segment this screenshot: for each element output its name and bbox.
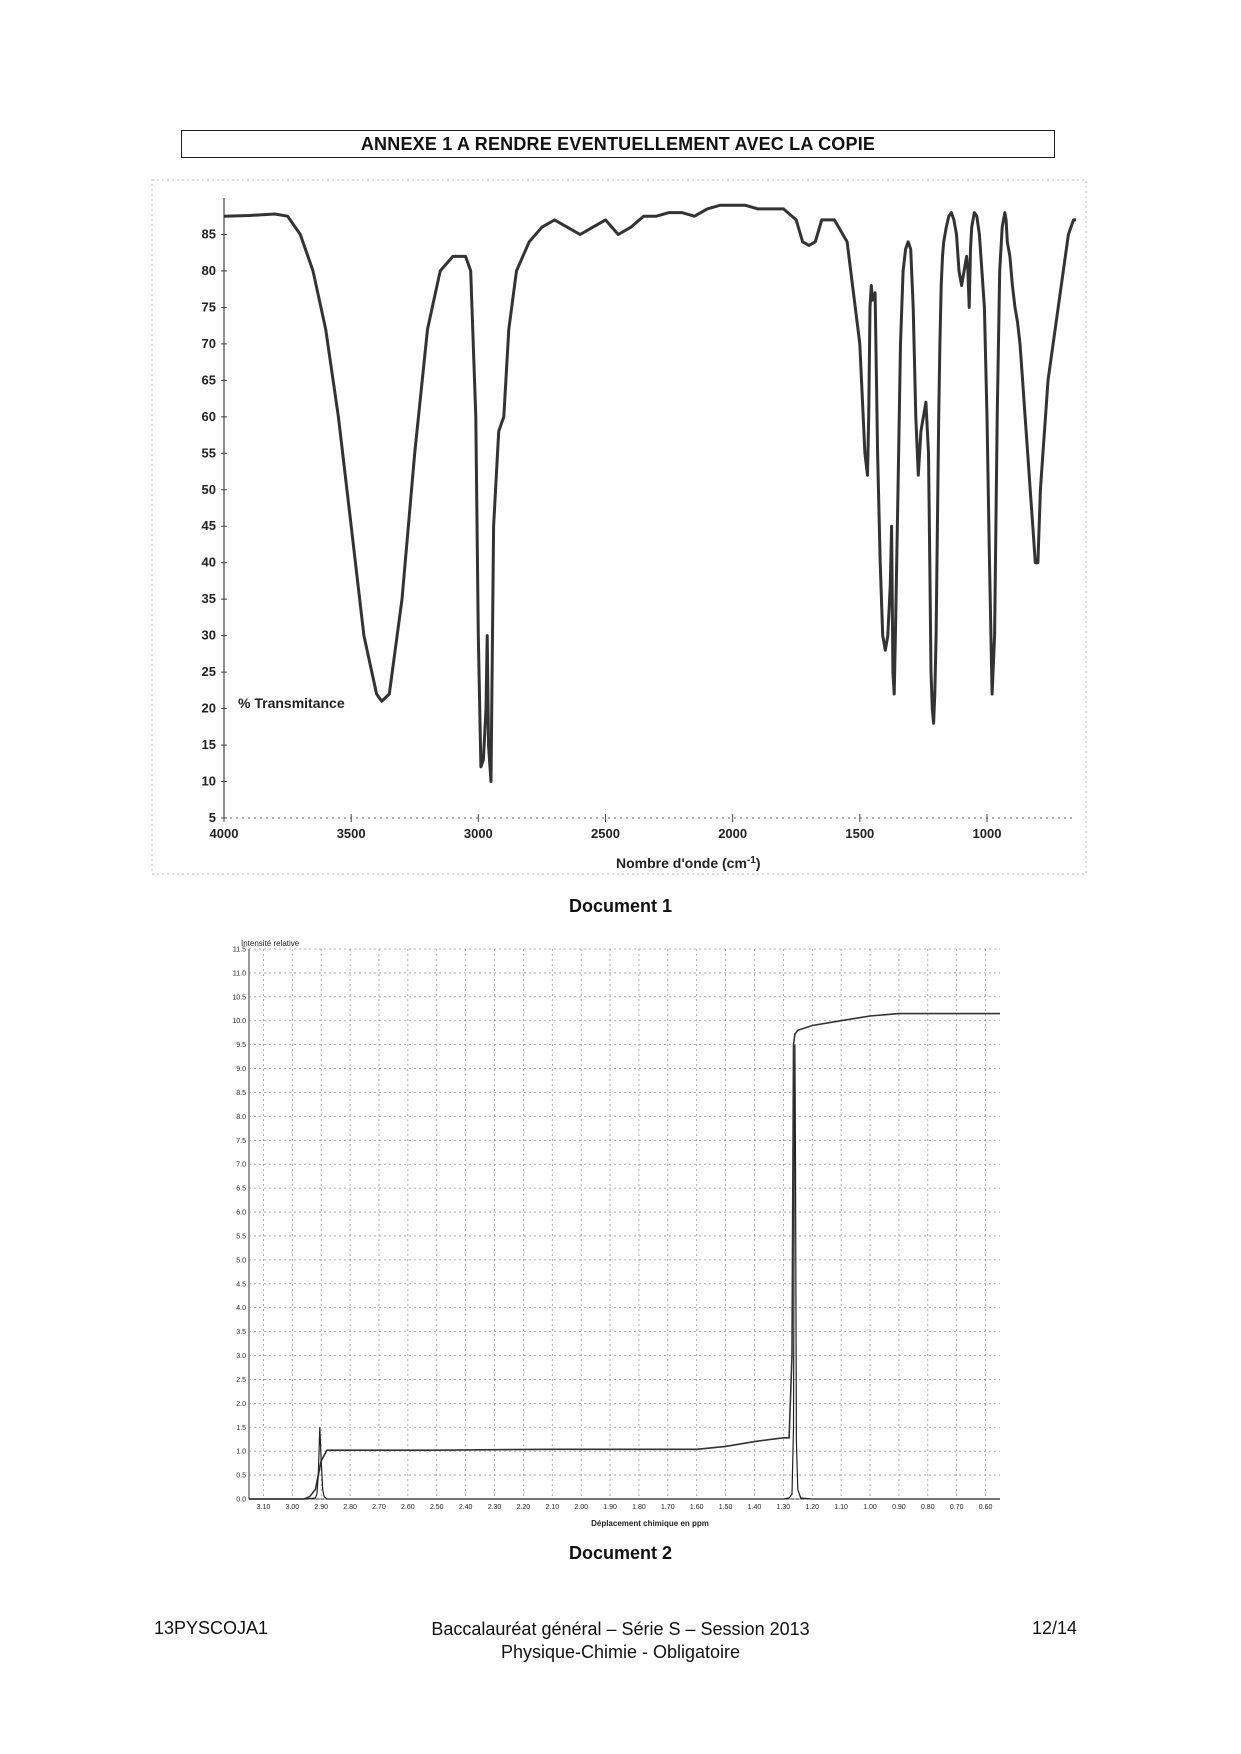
nmr-spectrum-line — [249, 1045, 1000, 1499]
nmr-x-tick-label: 1.50 — [718, 1504, 733, 1511]
ir-y-tick-label: 65 — [201, 372, 216, 388]
ir-y-tick-label: 60 — [201, 408, 216, 424]
nmr-y-tick-label: 6.5 — [236, 1185, 246, 1193]
ir-x-tick-label: 3000 — [463, 826, 493, 841]
nmr-y-tick-label: 1.0 — [236, 1448, 246, 1456]
ir-frame — [152, 180, 1086, 874]
nmr-x-tick-label: 2.80 — [343, 1504, 357, 1511]
ir-y-tick-label: 10 — [201, 773, 216, 789]
ir-x-tick-label: 2000 — [718, 826, 748, 841]
ir-annotation: % Transmitance — [238, 695, 345, 711]
ir-y-tick-label: 50 — [201, 481, 216, 497]
nmr-xlabel: Déplacement chimique en ppm — [591, 1519, 709, 1528]
nmr-y-tick-label: 2.5 — [236, 1376, 246, 1384]
exam-title-line2: Physique-Chimie - Obligatoire — [500, 1642, 741, 1662]
document-2-caption: Document 2 — [568, 1543, 673, 1563]
nmr-x-tick-label: 1.00 — [863, 1504, 877, 1511]
nmr-y-tick-label: 1.5 — [236, 1424, 246, 1432]
nmr-x-tick-label: 2.00 — [574, 1504, 588, 1511]
nmr-y-tick-label: 6.0 — [236, 1209, 246, 1217]
ir-y-tick-label: 55 — [201, 445, 216, 461]
nmr-x-tick-label: 1.20 — [805, 1504, 820, 1511]
nmr-y-tick-label: 8.0 — [236, 1113, 246, 1121]
nmr-x-tick-label: 1.70 — [661, 1504, 675, 1511]
nmr-x-tick-label: 3.10 — [256, 1504, 271, 1511]
nmr-y-tick-label: 3.0 — [236, 1353, 246, 1361]
ir-x-tick-label: 2500 — [591, 826, 620, 841]
nmr-x-tick-label: 2.30 — [487, 1504, 502, 1511]
nmr-x-tick-label: 2.50 — [429, 1504, 444, 1511]
ir-y-tick-label: 80 — [201, 262, 216, 278]
ir-y-tick-label: 15 — [201, 737, 216, 753]
nmr-x-tick-label: 2.10 — [545, 1504, 560, 1511]
nmr-y-tick-label: 0.0 — [236, 1496, 246, 1504]
nmr-x-tick-label: 0.80 — [920, 1504, 935, 1511]
exam-title-line1: Baccalauréat général – Série S – Session 2013 — [431, 1619, 810, 1639]
document-1-caption: Document 1 — [568, 896, 673, 916]
ir-series-line — [224, 205, 1076, 781]
nmr-y-tick-label: 3.5 — [236, 1329, 246, 1337]
ir-y-tick-label: 25 — [201, 664, 216, 680]
nmr-y-tick-label: 7.0 — [236, 1161, 246, 1169]
ir-y-tick-label: 5 — [208, 810, 216, 825]
nmr-y-tick-label: 5.0 — [236, 1257, 246, 1265]
nmr-spectrum-chart — [225, 935, 1015, 1530]
ir-x-tick-label: 1500 — [845, 826, 875, 841]
nmr-y-tick-label: 10.5 — [232, 994, 246, 1002]
nmr-ylabel: Intensité relative — [241, 939, 300, 948]
nmr-x-tick-label: 0.70 — [949, 1504, 964, 1511]
ir-y-tick-label: 75 — [201, 299, 216, 315]
nmr-x-tick-label: 3.00 — [285, 1504, 300, 1511]
ir-y-tick-label: 35 — [201, 591, 216, 607]
ir-y-tick-label: 45 — [201, 518, 216, 534]
nmr-y-tick-label: 9.0 — [236, 1066, 246, 1074]
ir-x-tick-label: 1000 — [972, 826, 1002, 841]
nmr-y-tick-label: 2.0 — [236, 1400, 246, 1408]
ir-x-tick-label: 3500 — [336, 826, 366, 841]
nmr-x-tick-label: 1.90 — [603, 1504, 617, 1511]
ir-y-tick-label: 40 — [201, 554, 216, 570]
nmr-x-tick-label: 1.80 — [632, 1504, 646, 1511]
nmr-y-tick-label: 8.5 — [236, 1089, 246, 1097]
nmr-y-tick-label: 4.5 — [236, 1281, 246, 1289]
nmr-x-tick-label: 0.90 — [892, 1504, 906, 1511]
nmr-x-tick-label: 1.40 — [747, 1504, 762, 1511]
nmr-y-tick-label: 11.5 — [232, 946, 246, 954]
annex-title: ANNEXE 1 A RENDRE EVENTUELLEMENT AVEC LA COPIE — [181, 130, 1055, 158]
nmr-y-tick-label: 5.5 — [236, 1233, 246, 1241]
page-number: 12/14 — [1032, 1618, 1078, 1638]
ir-y-tick-label: 70 — [201, 335, 216, 351]
nmr-x-tick-label: 2.20 — [516, 1504, 531, 1511]
nmr-y-tick-label: 11.0 — [232, 970, 246, 978]
ir-y-tick-label: 85 — [201, 226, 216, 242]
ir-y-tick-label: 30 — [201, 627, 216, 643]
nmr-x-tick-label: 2.60 — [401, 1504, 415, 1511]
nmr-x-tick-label: 2.70 — [372, 1504, 386, 1511]
nmr-x-tick-label: 1.60 — [689, 1504, 704, 1511]
ir-spectrum-chart — [150, 178, 1090, 878]
nmr-y-tick-label: 4.0 — [236, 1305, 246, 1313]
nmr-y-tick-label: 0.5 — [236, 1472, 246, 1480]
ir-xlabel: Nombre d'onde $(cm^{-1})$ — [616, 854, 761, 871]
nmr-integration-curve — [249, 1014, 1000, 1499]
nmr-y-tick-label: 10.0 — [232, 1018, 246, 1026]
nmr-x-tick-label: 1.10 — [834, 1504, 848, 1511]
nmr-x-tick-label: 2.40 — [458, 1504, 473, 1511]
ir-x-tick-label: 4000 — [209, 826, 239, 841]
nmr-y-tick-label: 9.5 — [236, 1042, 246, 1050]
exam-code: 13PYSCOJA1 — [154, 1618, 269, 1638]
nmr-x-tick-label: 0.60 — [978, 1504, 993, 1511]
nmr-y-tick-label: 7.5 — [236, 1137, 246, 1145]
ir-y-tick-label: 20 — [201, 700, 216, 716]
nmr-x-tick-label: 1.30 — [776, 1504, 791, 1511]
nmr-x-tick-label: 2.90 — [314, 1504, 329, 1511]
